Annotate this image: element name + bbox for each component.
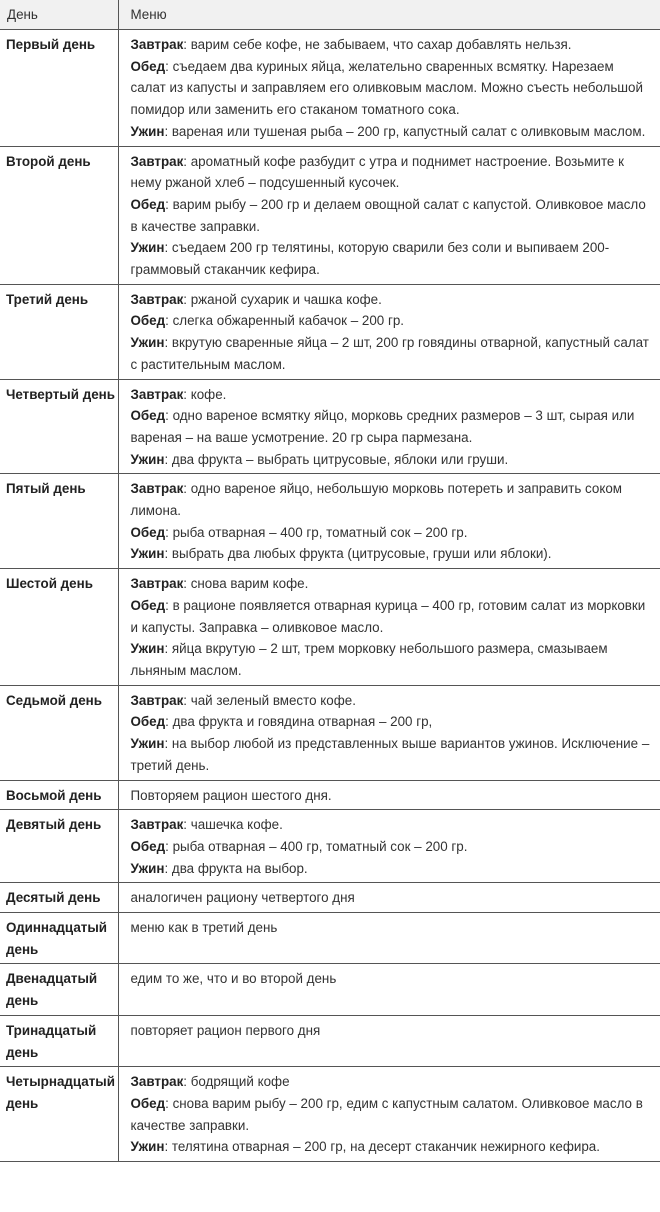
meal-label: Завтрак — [130, 1074, 184, 1090]
menu-cell — [118, 964, 660, 1015]
meal-text: : съедаем 200 гр телятины, которую сварили без соли и выпиваем 200-граммовый стаканчик кефира. — [130, 240, 610, 278]
meal-label: Ужин — [130, 736, 165, 752]
day-label: Одиннадцатый день — [0, 913, 118, 964]
meal-label: Завтрак — [130, 817, 184, 833]
meal-label: Обед — [130, 408, 166, 424]
meal-label: Завтрак — [130, 576, 184, 592]
menu-cell — [118, 1067, 660, 1162]
meal-text: : выбрать два любых фрукта (цитрусовые, груши или яблоки). — [164, 546, 552, 562]
meal-entry — [131, 34, 651, 56]
meal-entry — [131, 310, 651, 332]
meal-entry — [131, 814, 651, 836]
meal-text: : рыба отварная – 400 гр, томатный сок – 200 гр. — [165, 524, 468, 540]
meal-text: : яйца вкрутую – 2 шт, трем морковку небольшого размера, смазываем льняным маслом. — [130, 641, 608, 678]
meal-entry — [131, 573, 651, 595]
day-label: Пятый день — [0, 474, 118, 569]
meal-entry — [131, 595, 651, 638]
table-row — [0, 569, 660, 686]
menu-cell — [118, 569, 660, 686]
meal-text: : два фрукта – выбрать цитрусовые, яблоки или груши. — [164, 451, 509, 467]
meal-label: Обед — [130, 313, 166, 329]
meal-entry — [131, 405, 651, 448]
table-row — [0, 964, 660, 1015]
meal-label: Ужин — [130, 451, 165, 467]
menu-cell — [118, 474, 660, 569]
meal-text: : съедаем два куриных яйца, желательно сваренных всмятку. Нарезаем салат из капусты и заправляем его оливковым маслом. Можно съесть небольшой помидор или заменить его стаканом томатного сока. — [130, 58, 643, 118]
meal-label: Обед — [130, 58, 166, 74]
table-header-row — [0, 0, 660, 30]
meal-text: : рыба отварная – 400 гр, томатный сок – 200 гр. — [165, 838, 468, 854]
table-row — [0, 284, 660, 379]
meal-label: Обед — [130, 524, 166, 540]
meal-entry — [131, 887, 651, 909]
meal-entry — [131, 237, 651, 280]
meal-entry — [131, 1093, 651, 1136]
table-row — [0, 810, 660, 883]
meal-entry — [131, 478, 651, 521]
day-label: Первый день — [0, 30, 118, 147]
meal-entry — [131, 1071, 651, 1093]
table-row — [0, 685, 660, 780]
meal-label: Завтрак — [130, 37, 184, 52]
meal-text: : кофе. — [183, 386, 227, 402]
day-label: Третий день — [0, 284, 118, 379]
meal-text: : два фрукта на выбор. — [164, 860, 308, 876]
table-row — [0, 1067, 660, 1162]
meal-text: : в рационе появляется отварная курица – 400 гр, готовим салат из морковки и капусты. Заправка – оливковое масло. — [130, 597, 646, 635]
day-label: Десятый день — [0, 883, 118, 913]
meal-text: : на выбор любой из представленных выше вариантов ужинов. Исключение – третий день. — [130, 736, 650, 773]
meal-entry — [131, 858, 651, 880]
menu-cell — [118, 780, 660, 810]
meal-text: : чай зеленый вместо кофе. — [183, 692, 356, 708]
meal-text: : одно вареное яйцо, небольшую морковь потереть и заправить соком лимона. — [130, 481, 623, 519]
meal-label: Завтрак — [130, 692, 184, 708]
meal-text: : бодрящий кофе — [183, 1074, 290, 1090]
meal-label: Ужин — [130, 123, 165, 139]
meal-text: аналогичен рациону четвертого дня — [130, 890, 355, 906]
meal-text: : чашечка кофе. — [183, 817, 283, 833]
menu-cell — [118, 810, 660, 883]
meal-label: Завтрак — [130, 153, 184, 169]
meal-label: Обед — [130, 714, 166, 730]
meal-entry — [131, 785, 651, 807]
meal-entry — [131, 836, 651, 858]
meal-label: Обед — [130, 1095, 166, 1111]
meal-text: : вкрутую сваренные яйца – 2 шт, 200 гр говядины отварной, капустный салат с растительным маслом. — [130, 335, 649, 372]
meal-entry — [131, 638, 651, 681]
table-row — [0, 780, 660, 810]
meal-text: : ржаной сухарик и чашка кофе. — [183, 291, 382, 307]
meal-label: Ужин — [130, 240, 165, 256]
meal-label: Обед — [130, 838, 166, 854]
meal-entry — [131, 690, 651, 712]
meal-text: : снова варим кофе. — [183, 576, 309, 592]
table-row — [0, 883, 660, 913]
meal-text: : одно вареное всмятку яйцо, морковь средних размеров – 3 шт, сырая или вареная – на ваше усмотрение. 20 гр сыра пармезана. — [130, 408, 635, 445]
meal-label: Завтрак — [130, 481, 184, 497]
meal-entry — [131, 194, 651, 237]
table-row — [0, 146, 660, 284]
menu-cell — [118, 913, 660, 964]
meal-text: : два фрукта и говядина отварная – 200 гр, — [165, 714, 433, 730]
meal-entry — [131, 1136, 651, 1158]
day-label: Четвертый день — [0, 379, 118, 474]
menu-cell — [118, 30, 660, 147]
meal-label: Завтрак — [130, 291, 184, 307]
meal-entry — [131, 522, 651, 544]
meal-text: едим то же, что и во второй день — [130, 971, 337, 987]
meal-entry — [131, 917, 651, 939]
menu-column-header: Меню — [118, 0, 660, 30]
meal-entry — [131, 733, 651, 776]
meal-text: : телятина отварная – 200 гр, на десерт стаканчик нежирного кефира. — [164, 1139, 600, 1155]
day-label: Седьмой день — [0, 685, 118, 780]
table-row — [0, 1015, 660, 1066]
meal-entry — [131, 711, 651, 733]
day-label: Восьмой день — [0, 780, 118, 810]
day-label: Тринадцатый день — [0, 1015, 118, 1066]
meal-label: Ужин — [130, 546, 165, 562]
day-label: Четырнадцатый день — [0, 1067, 118, 1162]
meal-label: Ужин — [130, 335, 165, 351]
table-row — [0, 30, 660, 147]
meal-entry — [131, 449, 651, 471]
meal-entry — [131, 968, 651, 990]
menu-cell — [118, 379, 660, 474]
menu-cell — [118, 685, 660, 780]
menu-cell — [118, 284, 660, 379]
meal-text: : варим рыбу – 200 гр и делаем овощной салат с капустой. Оливковое масло в качестве заправки. — [130, 196, 646, 234]
day-column-header: День — [0, 0, 118, 30]
meal-entry — [131, 384, 651, 406]
meal-text: : варим себе кофе, не забываем, что сахар добавлять нельзя. — [183, 37, 572, 52]
day-label: Второй день — [0, 146, 118, 284]
meal-text: Повторяем рацион шестого дня. — [130, 787, 332, 803]
meal-text: меню как в третий день — [130, 920, 278, 936]
meal-entry — [131, 1020, 651, 1042]
meal-text: : вареная или тушеная рыба – 200 гр, капустный салат с оливковым маслом. — [164, 123, 646, 139]
meal-label: Ужин — [130, 1139, 165, 1155]
meal-entry — [131, 289, 651, 311]
meal-label: Ужин — [130, 641, 165, 657]
table-row — [0, 474, 660, 569]
day-label: Двенадцатый день — [0, 964, 118, 1015]
meal-label: Завтрак — [130, 386, 184, 402]
table-row — [0, 913, 660, 964]
meal-entry — [131, 543, 651, 565]
table-row — [0, 379, 660, 474]
meal-entry — [131, 121, 651, 143]
meal-entry — [131, 56, 651, 121]
meal-text: : ароматный кофе разбудит с утра и поднимет настроение. Возьмите к нему ржаной хлеб – подсушенный кусочек. — [130, 153, 624, 191]
meal-text: повторяет рацион первого дня — [130, 1022, 321, 1038]
meal-label: Обед — [130, 196, 166, 212]
meal-text: : снова варим рыбу – 200 гр, едим с капустным салатом. Оливковое масло в качестве заправки. — [130, 1095, 643, 1133]
meal-text: : слегка обжаренный кабачок – 200 гр. — [165, 313, 405, 329]
menu-cell — [118, 146, 660, 284]
meal-label: Ужин — [130, 860, 165, 876]
menu-cell — [118, 883, 660, 913]
day-label: Шестой день — [0, 569, 118, 686]
meal-entry — [131, 332, 651, 375]
menu-cell — [118, 1015, 660, 1066]
day-label: Девятый день — [0, 810, 118, 883]
meal-entry — [131, 151, 651, 194]
meal-label: Обед — [130, 597, 166, 613]
